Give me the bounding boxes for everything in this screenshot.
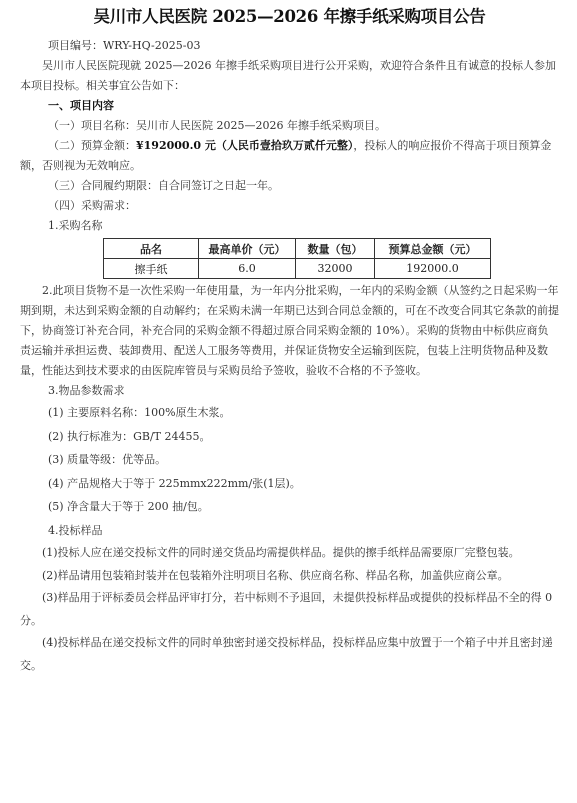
item-project-name: （一）项目名称：吴川市人民医院 2025—2026 年擦手纸采购项目。 [48, 119, 386, 132]
intro-paragraph: 吴川市人民医院现就 2025—2026 年擦手纸采购项目进行公开采购，欢迎符合条件且有诚意的投标人参加本项目投标。相关事宜公告如下： [20, 59, 556, 92]
sample-item: (2)样品请用包装箱封装并在包装箱外注明项目名称、供应商名称、样品名称，加盖供应商公章。 [42, 568, 509, 582]
delivery-paragraph: 2.此项目货物不是一次性采购一年使用量，为一年内分批采购，一年内的采购金额（从签约之日起采购一年期到期，未达到采购金额的自动解约；在采购未满一年期已达到合同总金额的，可在不改变合同其它条款的前提下，协商签订补充合同，补充合同的采购金额不得超过原合同采购金额的 10%）。采购的货物由中标供应商负责运输并承担运费、装卸费用、配送人工服务等费用，并保证货物安全运输到医院，包装上注明货物品种及数量，性能达到技术要求的由医院库管员与采购员给予签收，验收不合格的不予签收。 [20, 284, 559, 377]
page-title: 吴川市人民医院 2025—2026 年擦手纸采购项目公告 [93, 7, 486, 26]
item-requirements: （四）采购需求： [48, 199, 136, 212]
table-header: 品名 [104, 239, 199, 259]
table-header: 数量（包） [296, 239, 375, 259]
item-budget [20, 136, 559, 176]
table-cell: 32000 [296, 259, 375, 279]
table-cell: 擦手纸 [104, 259, 199, 279]
param-item: (3) 质量等级：优等品。 [48, 453, 167, 466]
item-contract-period: （三）合同履约期限：自合同签订之日起一年。 [48, 179, 279, 192]
section-heading-project-content: 一、项目内容 [48, 99, 114, 112]
sample-item: (1)投标人应在递交投标文件的同时递交货品均需提供样品。提供的擦手纸样品需要原厂完整包装。 [42, 546, 520, 559]
budget-label: （二）预算金额： [48, 139, 136, 152]
param-item: (2) 执行标准为：GB/T 24455。 [48, 429, 211, 443]
table-cell: 6.0 [199, 259, 296, 279]
budget-amount: ¥192000.0 元（人民币壹拾玖万贰仟元整） [136, 139, 354, 152]
table-cell: 192000.0 [375, 259, 491, 279]
param-item: (5) 净含量大于等于 200 抽/包。 [48, 500, 209, 513]
table-header-row [104, 239, 491, 259]
sub-heading-parameters: 3.物品参数需求 [48, 384, 125, 397]
sample-item: (4)投标样品在递交投标文件的同时单独密封递交投标样品，投标样品应集中放置于一个箱子中并且密封递交。 [20, 636, 553, 672]
table-header: 预算总金额（元） [375, 239, 491, 259]
param-item: (1) 主要原料名称：100%原生木浆。 [48, 406, 231, 419]
table-row [104, 259, 491, 279]
sub-heading-samples: 4.投标样品 [48, 523, 103, 537]
budget-note: ，投标人的响应报价不得高于项目预算金额，否则视为无效响应。 [20, 139, 552, 172]
sample-item: (3)样品用于评标委员会样品评审打分，若中标则不予退回，未提供投标样品或提供的投标样品不全的得 0 分。 [20, 591, 553, 627]
table-header: 最高单价（元） [199, 239, 296, 259]
param-item: (4) 产品规格大于等于 225mmx222mm/张(1层)。 [48, 476, 301, 490]
sub-heading-purchase-name: 1.采购名称 [48, 219, 103, 232]
project-number: 项目编号：WRY-HQ-2025-03 [48, 39, 201, 52]
purchase-table [103, 238, 491, 279]
